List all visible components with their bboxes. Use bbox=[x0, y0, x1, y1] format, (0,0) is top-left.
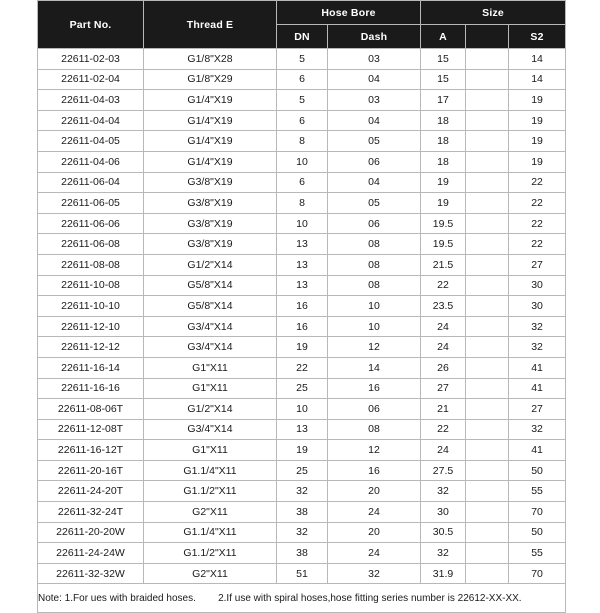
cell-part-no: 22611-20-16T bbox=[38, 460, 144, 481]
table-row bbox=[38, 234, 566, 255]
cell-blank bbox=[466, 131, 509, 152]
cell-dash: 05 bbox=[328, 193, 421, 214]
cell-thread-e: G1/4"X19 bbox=[144, 151, 277, 172]
table-row bbox=[38, 172, 566, 193]
cell-s2: 70 bbox=[509, 563, 566, 584]
column-header-dash: Dash bbox=[328, 25, 421, 49]
cell-dn: 8 bbox=[277, 193, 328, 214]
cell-dash: 14 bbox=[328, 357, 421, 378]
cell-a: 19.5 bbox=[421, 213, 466, 234]
cell-blank bbox=[466, 90, 509, 111]
table-row bbox=[38, 151, 566, 172]
table-row bbox=[38, 522, 566, 543]
table-row bbox=[38, 460, 566, 481]
column-group-header-hose-bore: Hose Bore bbox=[277, 1, 421, 25]
cell-thread-e: G1/8"X29 bbox=[144, 69, 277, 90]
cell-thread-e: G1/8"X28 bbox=[144, 49, 277, 70]
cell-s2: 70 bbox=[509, 502, 566, 523]
cell-dn: 5 bbox=[277, 49, 328, 70]
cell-dash: 12 bbox=[328, 337, 421, 358]
note-row bbox=[38, 584, 566, 613]
cell-blank bbox=[466, 49, 509, 70]
cell-s2: 14 bbox=[509, 69, 566, 90]
table-row bbox=[38, 296, 566, 317]
table-row bbox=[38, 399, 566, 420]
cell-dn: 25 bbox=[277, 460, 328, 481]
footer-note bbox=[38, 584, 566, 613]
cell-dash: 04 bbox=[328, 172, 421, 193]
cell-part-no: 22611-04-04 bbox=[38, 110, 144, 131]
spec-table-container bbox=[37, 0, 565, 613]
cell-part-no: 22611-06-05 bbox=[38, 193, 144, 214]
cell-blank bbox=[466, 213, 509, 234]
cell-a: 19.5 bbox=[421, 234, 466, 255]
table-row bbox=[38, 440, 566, 461]
cell-dash: 06 bbox=[328, 151, 421, 172]
cell-s2: 27 bbox=[509, 399, 566, 420]
cell-dn: 16 bbox=[277, 316, 328, 337]
cell-dash: 20 bbox=[328, 522, 421, 543]
table-row bbox=[38, 378, 566, 399]
cell-dash: 16 bbox=[328, 460, 421, 481]
cell-part-no: 22611-08-06T bbox=[38, 399, 144, 420]
cell-thread-e: G1"X11 bbox=[144, 440, 277, 461]
column-header-thread-e: Thread E bbox=[144, 1, 277, 49]
cell-s2: 27 bbox=[509, 254, 566, 275]
cell-thread-e: G1.1/4"X11 bbox=[144, 460, 277, 481]
column-header-s2: S2 bbox=[509, 25, 566, 49]
cell-dash: 06 bbox=[328, 213, 421, 234]
cell-a: 31.9 bbox=[421, 563, 466, 584]
cell-part-no: 22611-32-32W bbox=[38, 563, 144, 584]
cell-blank bbox=[466, 316, 509, 337]
cell-thread-e: G5/8"X14 bbox=[144, 275, 277, 296]
cell-dn: 10 bbox=[277, 399, 328, 420]
cell-thread-e: G3/8"X19 bbox=[144, 193, 277, 214]
cell-dn: 32 bbox=[277, 522, 328, 543]
cell-blank bbox=[466, 481, 509, 502]
cell-a: 30 bbox=[421, 502, 466, 523]
cell-part-no: 22611-08-08 bbox=[38, 254, 144, 275]
table-row bbox=[38, 110, 566, 131]
cell-thread-e: G2"X11 bbox=[144, 502, 277, 523]
cell-part-no: 22611-12-12 bbox=[38, 337, 144, 358]
cell-thread-e: G1"X11 bbox=[144, 378, 277, 399]
cell-s2: 50 bbox=[509, 460, 566, 481]
cell-s2: 30 bbox=[509, 275, 566, 296]
cell-dash: 03 bbox=[328, 49, 421, 70]
cell-dash: 12 bbox=[328, 440, 421, 461]
cell-thread-e: G1"X11 bbox=[144, 357, 277, 378]
cell-dn: 13 bbox=[277, 419, 328, 440]
cell-part-no: 22611-10-08 bbox=[38, 275, 144, 296]
cell-dash: 16 bbox=[328, 378, 421, 399]
cell-dn: 13 bbox=[277, 275, 328, 296]
cell-thread-e: G1.1/2"X11 bbox=[144, 543, 277, 564]
cell-s2: 19 bbox=[509, 131, 566, 152]
cell-a: 17 bbox=[421, 90, 466, 111]
cell-a: 27.5 bbox=[421, 460, 466, 481]
cell-s2: 14 bbox=[509, 49, 566, 70]
cell-part-no: 22611-06-04 bbox=[38, 172, 144, 193]
cell-dash: 24 bbox=[328, 543, 421, 564]
cell-blank bbox=[466, 234, 509, 255]
footer-note-text: Note: 1.For ues with braided hoses. 2.If use with spiral hoses,hose fitting series number is 22612-XX-XX. bbox=[38, 592, 522, 604]
column-group-header-size: Size bbox=[421, 1, 566, 25]
cell-s2: 32 bbox=[509, 337, 566, 358]
cell-dn: 6 bbox=[277, 69, 328, 90]
cell-part-no: 22611-06-06 bbox=[38, 213, 144, 234]
cell-part-no: 22611-24-20T bbox=[38, 481, 144, 502]
cell-part-no: 22611-10-10 bbox=[38, 296, 144, 317]
cell-s2: 30 bbox=[509, 296, 566, 317]
cell-thread-e: G1.1/2"X11 bbox=[144, 481, 277, 502]
cell-dash: 08 bbox=[328, 419, 421, 440]
header-row-group bbox=[38, 1, 566, 25]
cell-a: 15 bbox=[421, 69, 466, 90]
cell-dn: 5 bbox=[277, 90, 328, 111]
cell-blank bbox=[466, 419, 509, 440]
cell-s2: 19 bbox=[509, 110, 566, 131]
cell-dn: 10 bbox=[277, 151, 328, 172]
cell-a: 19 bbox=[421, 172, 466, 193]
cell-part-no: 22611-24-24W bbox=[38, 543, 144, 564]
cell-dash: 03 bbox=[328, 90, 421, 111]
cell-dash: 08 bbox=[328, 234, 421, 255]
cell-dn: 25 bbox=[277, 378, 328, 399]
table-row bbox=[38, 131, 566, 152]
cell-blank bbox=[466, 378, 509, 399]
cell-a: 24 bbox=[421, 316, 466, 337]
cell-thread-e: G1/2"X14 bbox=[144, 254, 277, 275]
cell-s2: 55 bbox=[509, 481, 566, 502]
cell-dn: 19 bbox=[277, 440, 328, 461]
cell-dn: 6 bbox=[277, 110, 328, 131]
cell-part-no: 22611-04-06 bbox=[38, 151, 144, 172]
table-row bbox=[38, 502, 566, 523]
cell-dn: 32 bbox=[277, 481, 328, 502]
cell-blank bbox=[466, 399, 509, 420]
table-body bbox=[38, 49, 566, 584]
table-row bbox=[38, 254, 566, 275]
cell-a: 22 bbox=[421, 275, 466, 296]
cell-part-no: 22611-12-08T bbox=[38, 419, 144, 440]
cell-blank bbox=[466, 275, 509, 296]
cell-s2: 55 bbox=[509, 543, 566, 564]
cell-dn: 13 bbox=[277, 234, 328, 255]
cell-dash: 05 bbox=[328, 131, 421, 152]
table-row bbox=[38, 316, 566, 337]
cell-thread-e: G3/8"X19 bbox=[144, 213, 277, 234]
table-row bbox=[38, 481, 566, 502]
cell-thread-e: G3/4"X14 bbox=[144, 419, 277, 440]
cell-dash: 10 bbox=[328, 296, 421, 317]
table-row bbox=[38, 49, 566, 70]
table-row bbox=[38, 563, 566, 584]
cell-a: 23.5 bbox=[421, 296, 466, 317]
cell-dn: 16 bbox=[277, 296, 328, 317]
cell-blank bbox=[466, 460, 509, 481]
cell-thread-e: G1/4"X19 bbox=[144, 131, 277, 152]
cell-s2: 32 bbox=[509, 419, 566, 440]
cell-blank bbox=[466, 337, 509, 358]
column-header-blank bbox=[466, 25, 509, 49]
cell-dash: 08 bbox=[328, 275, 421, 296]
cell-dn: 6 bbox=[277, 172, 328, 193]
cell-part-no: 22611-04-03 bbox=[38, 90, 144, 111]
cell-part-no: 22611-02-03 bbox=[38, 49, 144, 70]
column-header-part-no: Part No. bbox=[38, 1, 144, 49]
cell-a: 18 bbox=[421, 131, 466, 152]
cell-part-no: 22611-16-14 bbox=[38, 357, 144, 378]
cell-dash: 08 bbox=[328, 254, 421, 275]
cell-thread-e: G3/8"X19 bbox=[144, 172, 277, 193]
cell-a: 22 bbox=[421, 419, 466, 440]
cell-dn: 38 bbox=[277, 543, 328, 564]
cell-part-no: 22611-16-12T bbox=[38, 440, 144, 461]
cell-blank bbox=[466, 69, 509, 90]
cell-part-no: 22611-02-04 bbox=[38, 69, 144, 90]
cell-dn: 22 bbox=[277, 357, 328, 378]
cell-thread-e: G1/4"X19 bbox=[144, 110, 277, 131]
cell-thread-e: G1/2"X14 bbox=[144, 399, 277, 420]
cell-a: 30.5 bbox=[421, 522, 466, 543]
cell-dn: 10 bbox=[277, 213, 328, 234]
cell-a: 32 bbox=[421, 481, 466, 502]
cell-a: 19 bbox=[421, 193, 466, 214]
cell-blank bbox=[466, 151, 509, 172]
cell-a: 24 bbox=[421, 440, 466, 461]
cell-a: 21 bbox=[421, 399, 466, 420]
cell-thread-e: G3/4"X14 bbox=[144, 337, 277, 358]
cell-dn: 13 bbox=[277, 254, 328, 275]
column-header-a: A bbox=[421, 25, 466, 49]
cell-dash: 04 bbox=[328, 69, 421, 90]
cell-a: 27 bbox=[421, 378, 466, 399]
table-footer bbox=[38, 584, 566, 613]
cell-a: 15 bbox=[421, 49, 466, 70]
cell-s2: 22 bbox=[509, 213, 566, 234]
cell-blank bbox=[466, 172, 509, 193]
cell-s2: 22 bbox=[509, 193, 566, 214]
cell-dn: 38 bbox=[277, 502, 328, 523]
cell-blank bbox=[466, 522, 509, 543]
cell-part-no: 22611-06-08 bbox=[38, 234, 144, 255]
cell-s2: 32 bbox=[509, 316, 566, 337]
cell-a: 18 bbox=[421, 151, 466, 172]
cell-dn: 8 bbox=[277, 131, 328, 152]
cell-blank bbox=[466, 254, 509, 275]
table-row bbox=[38, 419, 566, 440]
hose-fitting-spec-table bbox=[37, 0, 566, 613]
table-row bbox=[38, 337, 566, 358]
cell-blank bbox=[466, 563, 509, 584]
cell-s2: 41 bbox=[509, 378, 566, 399]
cell-thread-e: G1/4"X19 bbox=[144, 90, 277, 111]
table-row bbox=[38, 357, 566, 378]
cell-s2: 41 bbox=[509, 357, 566, 378]
cell-blank bbox=[466, 296, 509, 317]
cell-s2: 50 bbox=[509, 522, 566, 543]
table-row bbox=[38, 543, 566, 564]
cell-a: 24 bbox=[421, 337, 466, 358]
cell-blank bbox=[466, 543, 509, 564]
cell-blank bbox=[466, 357, 509, 378]
cell-a: 18 bbox=[421, 110, 466, 131]
cell-dash: 10 bbox=[328, 316, 421, 337]
table-row bbox=[38, 213, 566, 234]
cell-part-no: 22611-12-10 bbox=[38, 316, 144, 337]
table-row bbox=[38, 90, 566, 111]
table-header bbox=[38, 1, 566, 49]
table-row bbox=[38, 193, 566, 214]
cell-thread-e: G5/8"X14 bbox=[144, 296, 277, 317]
cell-part-no: 22611-16-16 bbox=[38, 378, 144, 399]
cell-blank bbox=[466, 502, 509, 523]
cell-part-no: 22611-20-20W bbox=[38, 522, 144, 543]
cell-part-no: 22611-04-05 bbox=[38, 131, 144, 152]
cell-a: 21.5 bbox=[421, 254, 466, 275]
cell-a: 32 bbox=[421, 543, 466, 564]
cell-dash: 06 bbox=[328, 399, 421, 420]
cell-s2: 19 bbox=[509, 151, 566, 172]
cell-blank bbox=[466, 440, 509, 461]
cell-s2: 41 bbox=[509, 440, 566, 461]
cell-dash: 20 bbox=[328, 481, 421, 502]
cell-thread-e: G3/4"X14 bbox=[144, 316, 277, 337]
cell-dn: 19 bbox=[277, 337, 328, 358]
cell-thread-e: G2"X11 bbox=[144, 563, 277, 584]
cell-blank bbox=[466, 110, 509, 131]
cell-dash: 04 bbox=[328, 110, 421, 131]
cell-thread-e: G1.1/4"X11 bbox=[144, 522, 277, 543]
cell-s2: 22 bbox=[509, 172, 566, 193]
cell-blank bbox=[466, 193, 509, 214]
cell-s2: 19 bbox=[509, 90, 566, 111]
cell-a: 26 bbox=[421, 357, 466, 378]
cell-dn: 51 bbox=[277, 563, 328, 584]
table-row bbox=[38, 69, 566, 90]
cell-dash: 24 bbox=[328, 502, 421, 523]
column-header-dn: DN bbox=[277, 25, 328, 49]
table-row bbox=[38, 275, 566, 296]
cell-dash: 32 bbox=[328, 563, 421, 584]
cell-s2: 22 bbox=[509, 234, 566, 255]
cell-part-no: 22611-32-24T bbox=[38, 502, 144, 523]
cell-thread-e: G3/8"X19 bbox=[144, 234, 277, 255]
